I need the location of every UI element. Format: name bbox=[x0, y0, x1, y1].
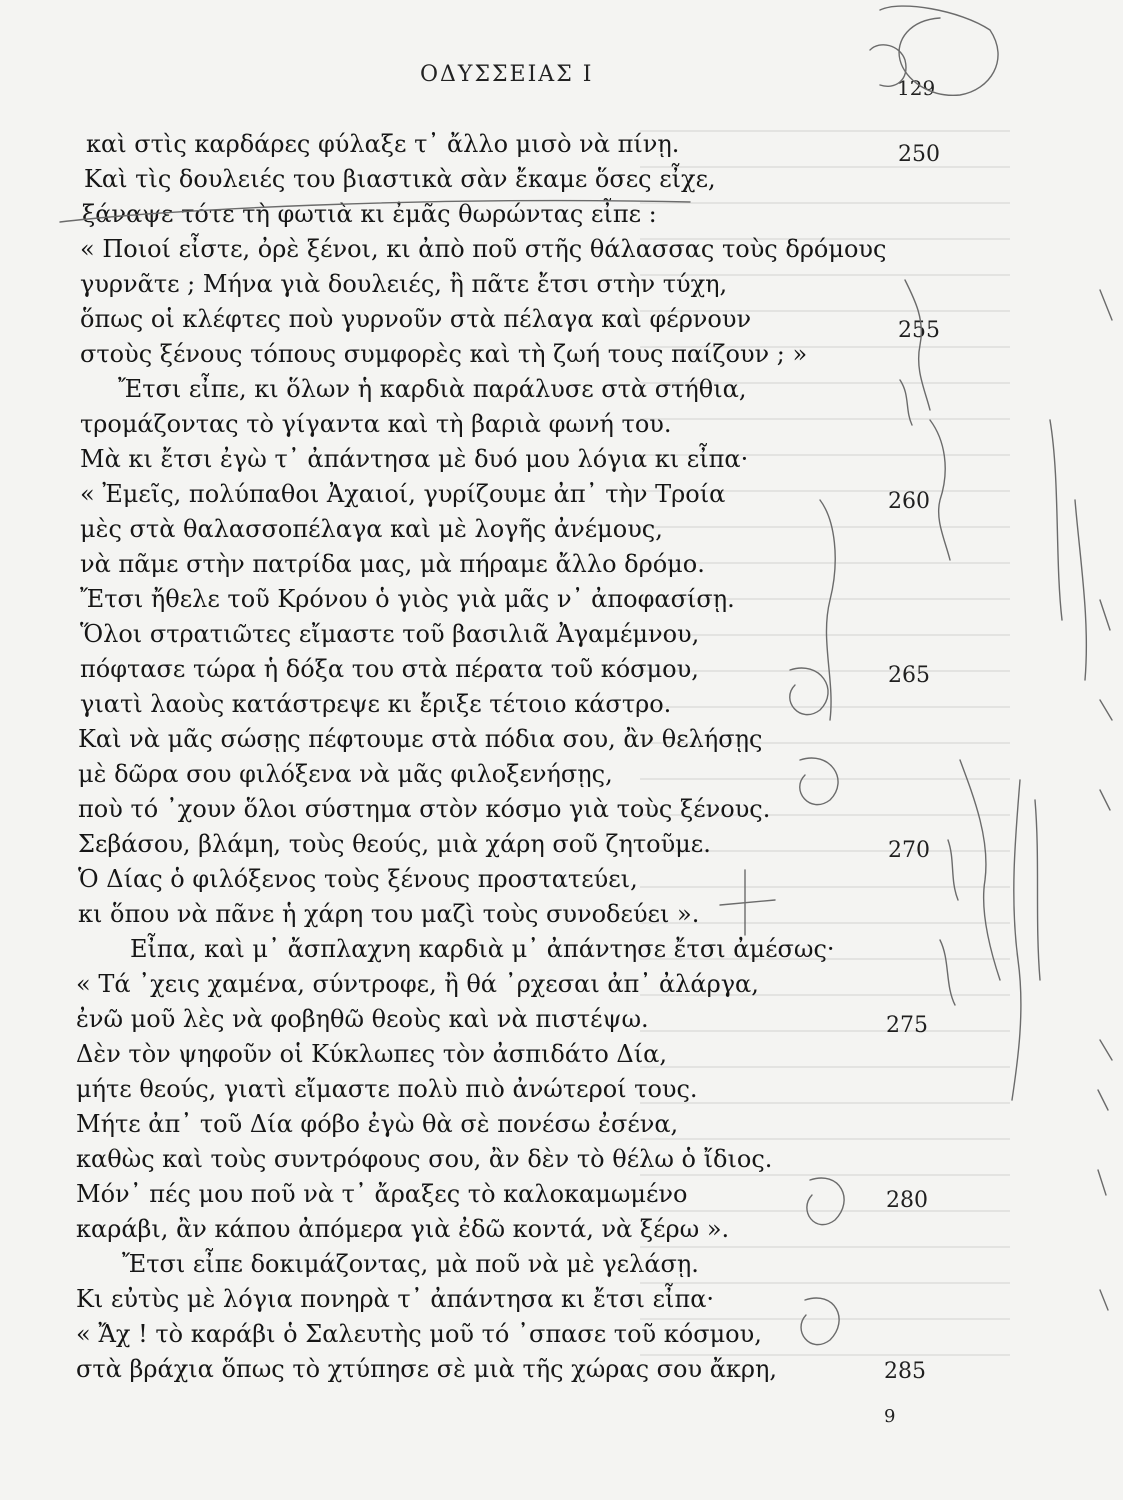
margin-vertical-writing bbox=[1012, 780, 1021, 1100]
margin-note-curve bbox=[807, 1178, 844, 1225]
verse-line: Δὲν τὸν ψηφοῦν οἱ Κύκλωπες τὸν ἀσπιδάτο Δία, bbox=[76, 1040, 668, 1068]
verse-line: στὰ βράχια ὅπως τὸ χτύπησε σὲ μιὰ τῆς χώρας σου ἄκρη, bbox=[76, 1355, 778, 1383]
line-number-260: 260 bbox=[888, 489, 930, 514]
verse-line: Κι εὐτὺς μὲ λόγια πονηρὰ τ᾽ ἀπάντησα κι ἔτσι εἶπα· bbox=[76, 1285, 715, 1313]
margin-scribble bbox=[880, 6, 998, 95]
line-number-265: 265 bbox=[888, 663, 930, 688]
page-number: 129 bbox=[897, 76, 936, 100]
margin-note-curve bbox=[930, 420, 950, 560]
verse-line: νὰ πᾶμε στὴν πατρίδα μας, μὰ πήραμε ἄλλο δρόμο. bbox=[80, 550, 705, 578]
verse-line: γυρνᾶτε ; Μήνα γιὰ δουλειές, ἢ πᾶτε ἔτσι στὴν τύχη, bbox=[80, 270, 728, 298]
verse-line: μὲς στὰ θαλασσοπέλαγα καὶ μὲ λογῆς ἀνέμους, bbox=[80, 515, 663, 543]
verse-line: Καὶ τὶς δουλειές του βιαστικὰ σὰν ἔκαμε ὅσες εἶχε, bbox=[84, 165, 716, 193]
margin-tick bbox=[1098, 1170, 1106, 1195]
verse-line: στοὺς ξένους τόπους συμφορὲς καὶ τὴ ζωή τους παίζουν ; » bbox=[80, 340, 808, 368]
verse-line: Μόν᾽ πές μου ποῦ νὰ τ᾽ ἄραξες τὸ καλοκαμωμένο bbox=[76, 1180, 688, 1208]
margin-tick bbox=[1100, 700, 1112, 720]
signature-mark: 9 bbox=[884, 1406, 896, 1427]
verse-line: Ἔτσι εἶπε, κι ὅλων ἡ καρδιὰ παράλυσε στὰ στήθια, bbox=[118, 375, 747, 403]
margin-tick bbox=[1100, 1290, 1108, 1310]
line-number-250: 250 bbox=[898, 142, 940, 167]
verse-line: Μήτε ἀπ᾽ τοῦ Δία φόβο ἐγὼ θὰ σὲ πονέσω ἐσένα, bbox=[76, 1110, 679, 1138]
margin-tick bbox=[1098, 1090, 1108, 1110]
verse-line: ὅπως οἱ κλέφτες ποὺ γυρνοῦν στὰ πέλαγα καὶ φέρνουν bbox=[80, 305, 752, 333]
margin-scribble bbox=[870, 45, 906, 86]
verse-line: κι ὅπου νὰ πᾶνε ἡ χάρη του μαζὶ τοὺς συνοδεύει ». bbox=[78, 900, 700, 928]
verse-line: Ἔτσι εἶπε δοκιμάζοντας, μὰ ποῦ νὰ μὲ γελάσῃ. bbox=[122, 1250, 699, 1278]
verse-line: ἐνῶ μοῦ λὲς νὰ φοβηθῶ θεοὺς καὶ νὰ πιστέψω. bbox=[76, 1005, 649, 1033]
verse-line: μήτε θεούς, γιατὶ εἴμαστε πολὺ πιὸ ἀνώτεροί τους. bbox=[76, 1075, 698, 1103]
verse-line: ποὺ τό ᾽χουν ὅλοι σύστημα στὸν κόσμο γιὰ τοὺς ξένους. bbox=[78, 795, 771, 823]
verse-line: Καὶ νὰ μᾶς σώσῃς πέφτουμε στὰ πόδια σου, ἂν θελήσῃς bbox=[78, 725, 763, 753]
margin-scribble bbox=[1075, 500, 1086, 680]
line-number-275: 275 bbox=[886, 1013, 928, 1038]
margin-bracket-mark bbox=[60, 201, 690, 222]
margin-tick bbox=[1100, 790, 1110, 810]
margin-note-curve bbox=[900, 380, 912, 425]
margin-note-curve bbox=[800, 758, 838, 805]
running-head: ΟΔΥΣΣΕΙΑΣ Ι bbox=[420, 62, 594, 87]
verse-line: « Ποιοί εἶστε, ὀρὲ ξένοι, κι ἀπὸ ποῦ στῆς θάλασσας τοὺς δρόμους bbox=[80, 235, 887, 263]
line-number-270: 270 bbox=[888, 838, 930, 863]
line-number-255: 255 bbox=[898, 318, 940, 343]
margin-tick bbox=[1100, 290, 1112, 320]
margin-vertical-writing bbox=[1035, 800, 1040, 980]
margin-scribble bbox=[960, 760, 1000, 980]
verse-line: Ἔτσι ἤθελε τοῦ Κρόνου ὁ γιὸς γιὰ μᾶς ν᾽ ἀποφασίσῃ. bbox=[80, 585, 735, 613]
verse-line: Ὁ Δίας ὁ φιλόξενος τοὺς ξένους προστατεύει, bbox=[78, 865, 638, 893]
margin-tick bbox=[1100, 600, 1110, 630]
verse-line: καθὼς καὶ τοὺς συντρόφους σου, ἂν δὲν τὸ θέλω ὁ ἴδιος. bbox=[76, 1145, 773, 1173]
verse-line: γιατὶ λαοὺς κατάστρεψε κι ἔριξε τέτοιο κάστρο. bbox=[80, 690, 672, 718]
verse-line: τρομάζοντας τὸ γίγαντα καὶ τὴ βαριὰ φωνή του. bbox=[80, 410, 672, 438]
margin-note-curve bbox=[940, 940, 955, 1005]
verse-line: ξάναψε τότε τὴ φωτιὰ κι ἐμᾶς θωρώντας εἶπε : bbox=[82, 200, 657, 228]
verse-line: Εἶπα, καὶ μ᾽ ἄσπλαχνη καρδιὰ μ᾽ ἀπάντησε ἔτσι ἀμέσως· bbox=[130, 935, 835, 963]
margin-tick bbox=[1100, 1040, 1112, 1060]
margin-note-curve bbox=[790, 668, 828, 715]
verse-line: Μὰ κι ἔτσι ἐγὼ τ᾽ ἀπάντησα μὲ δυό μου λόγια κι εἶπα· bbox=[80, 445, 749, 473]
verse-line: Σεβάσου, βλάμη, τοὺς θεούς, μιὰ χάρη σοῦ ζητοῦμε. bbox=[78, 830, 711, 858]
line-number-280: 280 bbox=[886, 1188, 928, 1213]
margin-note-curve bbox=[801, 1298, 839, 1345]
margin-scribble bbox=[1050, 420, 1062, 620]
verse-line: « Ἐμεῖς, πολύπαθοι Ἀχαιοί, γυρίζουμε ἀπ᾽ τὴν Τροία bbox=[80, 480, 726, 508]
verse-line: μὲ δῶρα σου φιλόξενα νὰ μᾶς φιλοξενήσῃς, bbox=[78, 760, 613, 788]
verse-line: Ὅλοι στρατιῶτες εἴμαστε τοῦ βασιλιᾶ Ἀγαμέμνου, bbox=[80, 620, 700, 648]
verse-line: « Τά ᾽χεις χαμένα, σύντροφε, ἢ θά ᾽ρχεσαι ἀπ᾽ ἀλάργα, bbox=[76, 970, 759, 998]
line-number-285: 285 bbox=[884, 1359, 926, 1384]
margin-note-curve bbox=[948, 840, 958, 900]
verse-line: καράβι, ἂν κάπου ἀπόμερα γιὰ ἐδῶ κοντά, νὰ ξέρω ». bbox=[76, 1215, 730, 1243]
verse-line: καὶ στὶς καρδάρες φύλαξε τ᾽ ἄλλο μισὸ νὰ πίνῃ. bbox=[86, 130, 680, 158]
verse-line: πόφτασε τώρα ἡ δόξα του στὰ πέρατα τοῦ κόσμου, bbox=[80, 655, 699, 683]
margin-cross bbox=[720, 870, 775, 935]
margin-note-curve bbox=[905, 280, 930, 410]
verse-line: « Ἄχ ! τὸ καράβι ὁ Σαλευτὴς μοῦ τό ᾽σπασε τοῦ κόσμου, bbox=[76, 1320, 762, 1348]
